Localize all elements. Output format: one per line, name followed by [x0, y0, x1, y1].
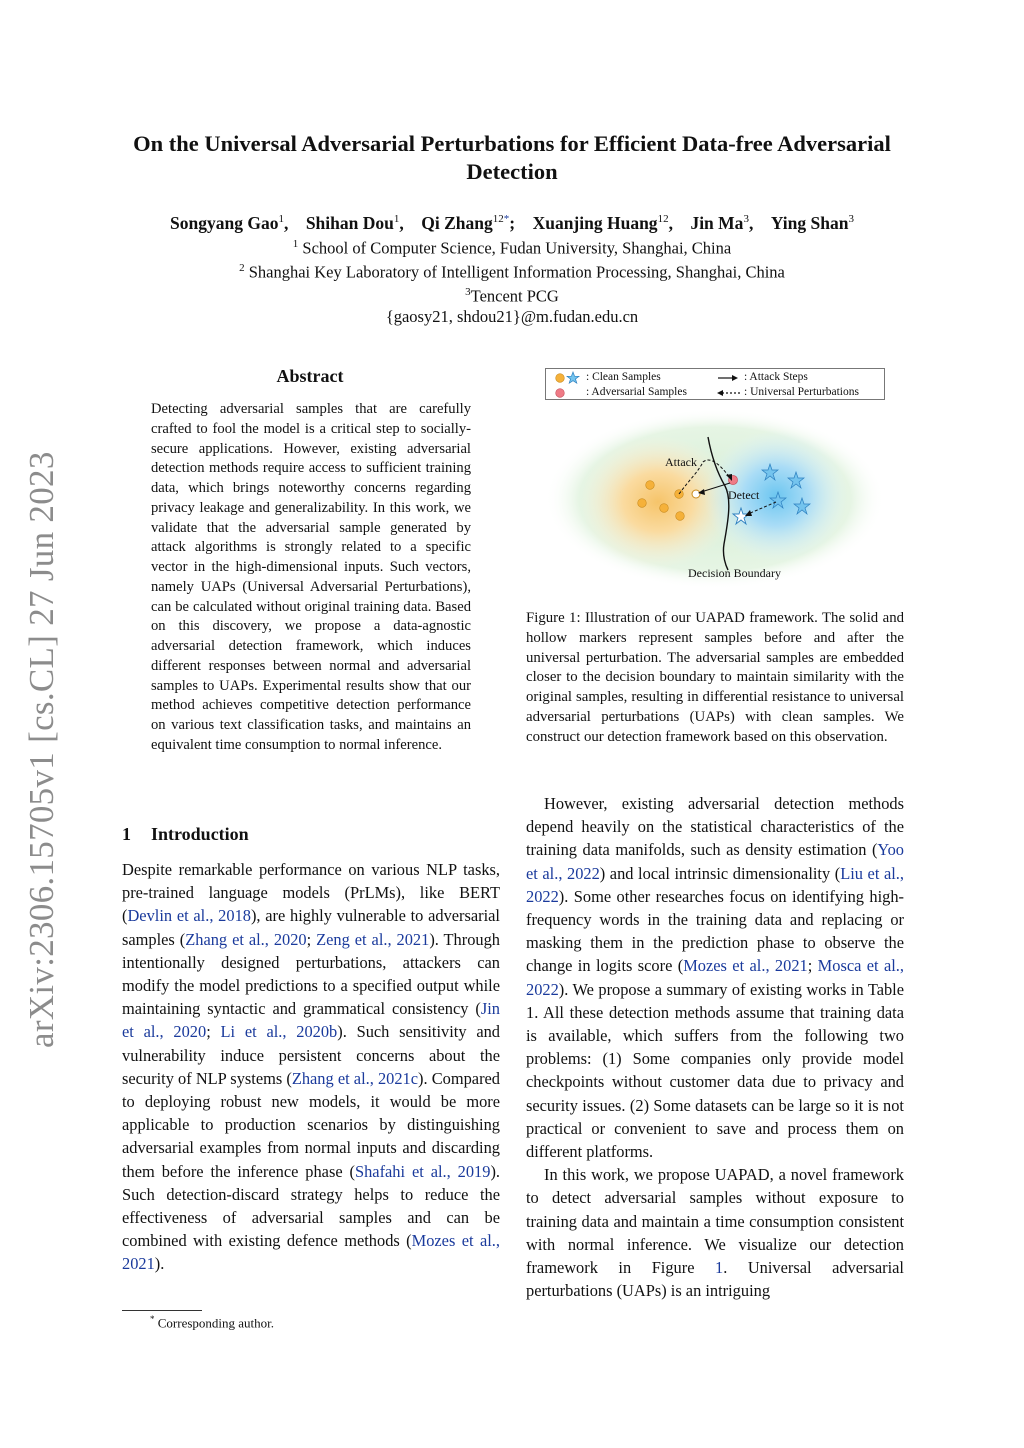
citation-link[interactable]: Zhang et al., 2020 [185, 929, 307, 949]
citation-link[interactable]: Li et al., 2020b [220, 1022, 338, 1042]
clean-sample-dot [638, 499, 647, 508]
author-list: Songyang Gao$^1$, Shihan Dou$^1$, Qi Zhang$^{12*}$; Xuanjing Huang$^{12}$, Jin Ma$^3$, Ying Shan$^3$ [170, 212, 854, 233]
citation-link[interactable]: 1 [715, 1258, 724, 1278]
figure-legend [545, 368, 885, 400]
section-title: Introduction [151, 824, 249, 844]
legend-clean-dot [556, 374, 565, 383]
author-name: Jin Ma$^3$ [690, 212, 749, 233]
clean-sample-dot [646, 481, 655, 490]
citation-link[interactable]: Liu et al., 2022 [526, 863, 904, 906]
figure-label-attack: Attack [665, 455, 697, 469]
intro-paragraph-1: Despite remarkable performance on various NLP tasks, pre-trained language models (PrLMs), like BERT (Devlin et al., 2018), are highly vulnerable to adversarial samples (Zhang et al., 2020; Zeng et al., 2021). Through intentionally designed perturbations, attackers can modify the model predictions to a specified output while maintaining syntactic and grammatical consistency (Jin et al., 2020; Li et al., 2020b). Such sensitivity and vulnerability induce persistent concerns about the security of NLP systems (Zhang et al., 2021c). Compared to deploying robust new models, it would be more applicable to production scenarios by distinguishing adversarial examples from normal inputs and discarding them before the inference phase (Shafahi et al., 2019). Such detection-discard strategy helps to reduce the effectiveness of adversarial samples and can be combined with existing defence methods (Mozes et al., 2021). [122, 860, 501, 1274]
legend-clean-star [567, 372, 579, 383]
author-name: Songyang Gao$^1$ [170, 212, 284, 233]
perturbed-clean-dot [692, 490, 700, 498]
intro-left-column [122, 858, 500, 1276]
clean-sample-dot [676, 512, 685, 521]
abstract-heading: Abstract [276, 366, 344, 386]
affiliation-2: $^2$ Shanghai Key Laboratory of Intelligent Information Processing, Shanghai, China [239, 262, 785, 282]
author-name: Xuanjing Huang$^{12}$ [532, 212, 669, 233]
author-emails: {gaosy21, shdou21}@m.fudan.edu.cn [385, 307, 639, 326]
footnote-rule [122, 1310, 202, 1311]
citation-link[interactable]: Mosca et al., 2022 [526, 956, 905, 999]
affiliation-1: $^1$ School of Computer Science, Fudan University, Shanghai, China [292, 238, 732, 258]
author-name: Qi Zhang$^{12*}$ [421, 212, 510, 233]
arxiv-identifier: arXiv:2306.15705v1 [cs.CL] 27 Jun 2023 [22, 451, 61, 1048]
figure-label-detect: Detect [728, 488, 760, 502]
intro-right-column [526, 792, 904, 1302]
legend-attack-label: : Attack Steps [744, 371, 808, 383]
citation-link[interactable]: Jin et al., 2020 [122, 999, 500, 1042]
clean-sample-dot [660, 504, 669, 513]
figure-label-boundary: Decision Boundary [688, 566, 781, 580]
citation-link[interactable]: Zeng et al., 2021 [316, 929, 430, 949]
intro-paragraph-2: However, existing adversarial detection methods depend heavily on the statistical characteristics of the training data manifolds, such as density estimation (Yoo et al., 2022) and local intrinsic dimensionality (Liu et al., 2022). Some other researches focus on identifying high-frequency words in the training data and replacing or masking them in the prediction phase to observe the change in logits score (Mozes et al., 2021; Mosca et al., 2022). We propose a summary of existing works in Table 1. All these detection methods assume that training data is available, which suffers from the following two problems: (1) Some companies only provide model checkpoints without customer data due to privacy and security issues. (2) Some datasets can be large so it is not practical or convenient to save and process them on different platforms. [526, 794, 905, 1162]
legend-clean-label: : Clean Samples [586, 371, 661, 383]
intro-paragraph-3: In this work, we propose UAPAD, a novel framework to detect adversarial samples without exposure to training data and maintain a time consumption consistent with normal inference. We visualize our detection framework in Figure 1. Universal adversarial perturbations (UAPs) is an intriguing [526, 1165, 904, 1301]
legend-uap-arrowhead [717, 390, 723, 396]
paper-title: On the Universal Adversarial Perturbations for Efficient Data-free Adversarial Detection [133, 131, 891, 184]
figure-caption: Figure 1: Illustration of our UAPAD framework. The solid and hollow markers represent samples before and after the universal perturbation. The adversarial samples are embedded closer to the decision boundary to maintain similarity with the original samples, resulting in differential resistance to universal adversarial perturbations (UAPs) with clean samples. We construct our detection framework based on this observation. [526, 610, 904, 745]
author-name: Ying Shan$^3$ [770, 212, 854, 233]
citation-link[interactable]: Devlin et al., 2018 [127, 906, 251, 926]
section-number: 1 [122, 824, 131, 844]
affiliation-3: $^3$Tencent PCG [465, 286, 559, 306]
section-heading-introduction [122, 824, 249, 845]
citation-link[interactable]: Yoo et al., 2022 [526, 840, 904, 883]
citation-link[interactable]: Mozes et al., 2021 [683, 956, 808, 976]
class-b-region [704, 430, 848, 562]
legend-attack-arrowhead [732, 375, 738, 381]
legend-adversarial-dot [556, 389, 565, 398]
citation-link[interactable]: Zhang et al., 2021c [291, 1068, 419, 1088]
legend-adversarial-label: : Adversarial Samples [586, 386, 687, 398]
footnote: * Corresponding author. [150, 1314, 275, 1331]
citation-link[interactable]: Shafahi et al., 2019 [354, 1161, 491, 1181]
author-name: Shihan Dou$^1$ [305, 212, 400, 233]
citation-link[interactable]: Mozes et al., 2021 [122, 1231, 500, 1274]
legend-uap-label: : Universal Perturbations [744, 386, 859, 398]
abstract-text: Detecting adversarial samples that are carefully crafted to fool the model is a critical step to socially-secure applications. However, existing adversarial detection methods require access to sufficient training data, which brings noteworthy concerns regarding privacy leakage and generalizability. In this work, we validate that the adversarial sample generated by attack algorithms is strongly related to a specific vector in the high-dimensional inputs. Such vectors, namely UAPs (Universal Adversarial Perturbations), can be calculated without original training data. Based on this discovery, we propose a data-agnostic adversarial detection framework, which induces different responses between normal and adversarial samples to UAPs. Experimental results show that our method achieves competitive detection performance on various text classification tasks, and maintains an equivalent time consumption to normal inference. [151, 401, 471, 753]
